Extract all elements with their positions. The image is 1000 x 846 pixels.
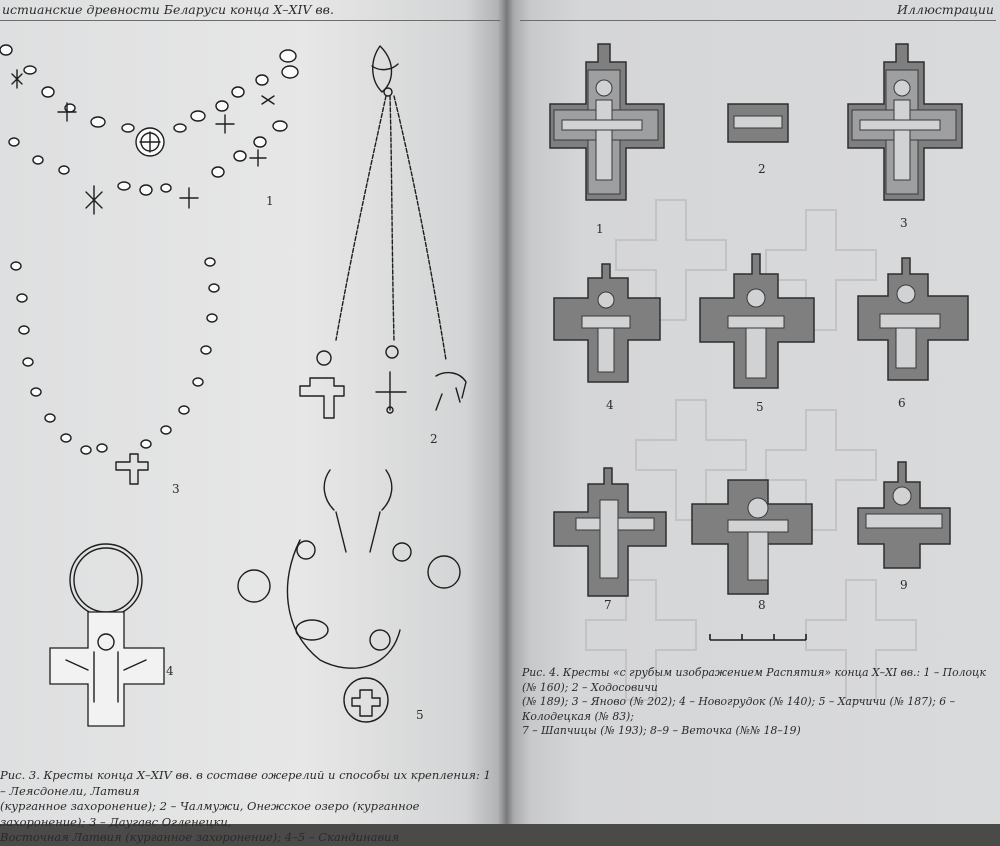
right-caption-line-2: (№ 189); 3 – Яново (№ 202); 4 – Новогрудок (№ 140); 5 – Харчичи (№ 187); 6 – Колодецкая (№ 83); <box>522 695 956 723</box>
right-page <box>506 0 1000 824</box>
left-caption-line-1: Рис. 3. Кресты конца X–XIV вв. в составе ожерелий и способы их крепления: 1 – Леясдонели, Латвия <box>0 768 491 798</box>
right-running-head: Иллюстрации <box>897 2 994 17</box>
left-fig-number-4: 4 <box>166 664 174 678</box>
cross-photo-5 <box>700 254 814 388</box>
right-fig-number-8: 8 <box>758 598 766 612</box>
right-caption-line-1: Рис. 4. Кресты «с грубым изображением Распятия» конца X–XI вв.: 1 – Полоцк (№ 160); 2 – Ходосовичи <box>522 666 986 694</box>
necklace-fig-3 <box>11 258 219 484</box>
left-fig-number-3: 3 <box>172 482 180 496</box>
right-caption-line-3: 7 – Шапчицы (№ 193); 8–9 – Веточка (№№ 18–19) <box>522 724 801 737</box>
right-fig-number-2: 2 <box>758 162 766 176</box>
right-fig-number-4: 4 <box>606 398 614 412</box>
necklace-fig-1 <box>0 45 298 214</box>
right-fig-number-1: 1 <box>596 222 604 236</box>
left-fig-number-5: 5 <box>416 708 424 722</box>
cross-photo-1 <box>550 44 664 200</box>
cross-photo-3 <box>848 44 962 200</box>
cross-photo-4 <box>554 264 660 382</box>
right-fig-number-3: 3 <box>900 216 908 230</box>
left-caption-line-3: Восточная Латвия (курганное захоронение); 4–5 – Скандинавия <box>0 830 400 844</box>
right-fig-number-7: 7 <box>604 598 612 612</box>
scale-bar <box>710 634 806 640</box>
left-fig-number-2: 2 <box>430 432 438 446</box>
cross-photo-8 <box>692 480 812 594</box>
cross-photo-6 <box>858 258 968 380</box>
left-running-head: истианские древности Беларуси конца X–XIV вв. <box>2 2 334 17</box>
necklace-drawings <box>0 0 506 824</box>
right-caption <box>522 666 998 739</box>
right-fig-number-5: 5 <box>756 400 764 414</box>
left-fig-number-1: 1 <box>266 194 274 208</box>
book-gutter <box>498 0 514 824</box>
cross-photo-2 <box>728 104 788 142</box>
cross-photo-9 <box>858 462 950 568</box>
upper-necklace-strand <box>0 45 298 156</box>
left-caption <box>0 768 500 846</box>
brooch-chains-fig-2 <box>300 46 466 418</box>
ring-cross-fig-4 <box>50 544 164 726</box>
cross-photo-7 <box>554 468 666 596</box>
chain-discs-fig-5 <box>238 470 460 722</box>
right-fig-number-6: 6 <box>898 396 906 410</box>
right-fig-number-9: 9 <box>900 578 908 592</box>
left-caption-line-2: (курганное захоронение); 2 – Чалмужи, Онежское озеро (курганное захоронение); 3 – Даугавс Огленецки, <box>0 799 420 829</box>
